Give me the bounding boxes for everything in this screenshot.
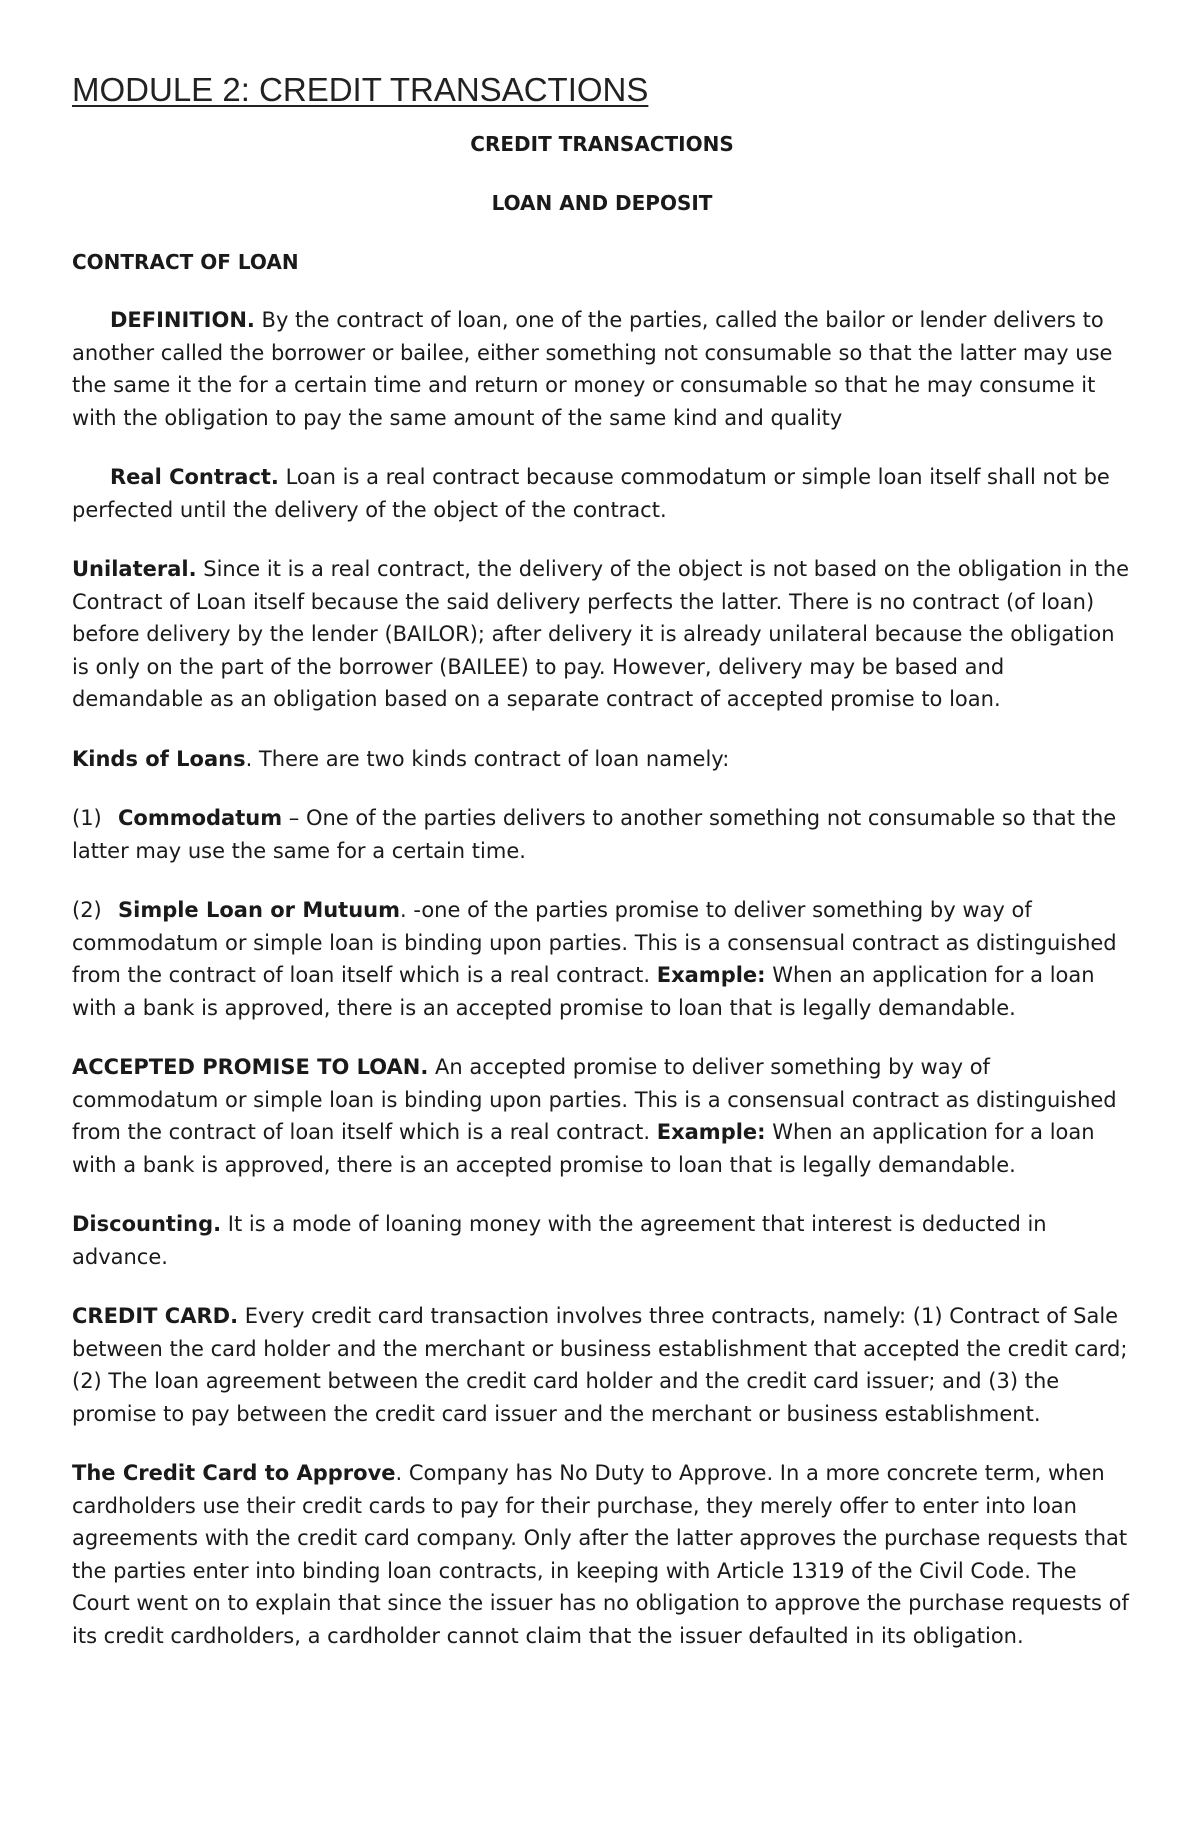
term-discounting: Discounting. (72, 1212, 222, 1236)
text-unilateral: Since it is a real contract, the delivery of the object is not based on the obligation in the Contract of Loan itself because the said delivery perfects the latter. There is no contract (of loan) before delivery by the lender (BAILOR); after delivery it is already unilateral because the obligation is only on the part of the borrower (BAILEE) to pay. However, delivery may be based and demandable as an obligation based on a separate contract of accepted promise to loan. (72, 557, 1130, 711)
text-credit-card: Every credit card transaction involves three contracts, namely: (1) Contract of Sale between the card holder and the merchant or business establishment that accepted the credit card; (2) The loan agreement between the credit card holder and the credit card issuer; and (3) the promise to pay between the credit card issuer and the merchant or business establishment. (72, 1304, 1128, 1426)
paragraph-discounting (72, 1208, 1132, 1273)
example-label-accepted-promise: Example: (656, 1120, 766, 1144)
paragraph-commodatum (72, 802, 1132, 867)
term-real-contract: Real Contract. (110, 465, 279, 489)
term-definition: DEFINITION. (110, 308, 255, 332)
term-unilateral: Unilateral. (72, 557, 197, 581)
heading-loan-and-deposit: LOAN AND DEPOSIT (491, 191, 713, 215)
text-kinds-of-loans: . There are two kinds contract of loan namely: (245, 746, 730, 771)
term-commodatum: Commodatum (118, 806, 283, 830)
paragraph-unilateral (72, 553, 1132, 716)
text-real-contract: Loan is a real contract because commodatum or simple loan itself shall not be perfected until the delivery of the object of the contract. (72, 465, 1110, 522)
term-credit-card-approve: The Credit Card to Approve (72, 1461, 396, 1485)
example-text-accepted-promise: When an application for a loan with a bank is approved, there is an accepted promise to loan that is legally demandable. (72, 1120, 1095, 1177)
text-simple-loan: . -one of the parties promise to deliver something by way of commodatum or simple loan is binding upon parties. This is a consensual contract as distinguished from the contract of loan itself which is a real contract. (72, 898, 1117, 987)
heading-credit-transactions: CREDIT TRANSACTIONS (470, 132, 734, 156)
module-title: MODULE 2: CREDIT TRANSACTIONS (72, 71, 649, 108)
paragraph-definition (72, 304, 1132, 434)
text-credit-card-approve: . Company has No Duty to Approve. In a more concrete term, when cardholders use their credit cards to pay for their purchase, they merely offer to enter into loan agreements with the credit card company. Only after the latter approves the purchase requests that the parties enter into binding loan contracts, in keeping with Article 1319 of the Civil Code. The Court went on to explain that since the issuer has no obligation to approve the purchase requests of its credit cardholders, a cardholder cannot claim that the issuer defaulted in its obligation. (72, 1461, 1129, 1648)
paragraph-simple-loan (72, 894, 1132, 1024)
text-discounting: It is a mode of loaning money with the agreement that interest is deducted in advance. (72, 1212, 1047, 1269)
term-credit-card: CREDIT CARD. (72, 1304, 239, 1328)
term-accepted-promise: ACCEPTED PROMISE TO LOAN. (72, 1055, 429, 1079)
term-simple-loan: Simple Loan or Mutuum (118, 898, 400, 922)
paragraph-accepted-promise (72, 1051, 1132, 1181)
term-kinds-of-loans: Kinds of Loans (72, 746, 246, 771)
paragraph-real-contract (72, 461, 1132, 526)
list-number-2: (2) (72, 898, 102, 922)
example-text-simple-loan: When an application for a loan with a bank is approved, there is an accepted promise to loan that is legally demandable. (72, 963, 1095, 1020)
section-title-contract-of-loan: CONTRACT OF LOAN (72, 250, 299, 274)
list-number-1: (1) (72, 806, 102, 830)
text-accepted-promise: An accepted promise to deliver something by way of commodatum or simple loan is binding upon parties. This is a consensual contract as distinguished from the contract of loan itself which is a real contract. (72, 1055, 1117, 1144)
document-page (72, 70, 1132, 1679)
paragraph-credit-card (72, 1300, 1132, 1430)
text-commodatum: – One of the parties delivers to another something not consumable so that the latter may use the same for a certain time. (72, 806, 1117, 863)
paragraph-kinds-of-loans (72, 743, 1132, 776)
text-definition: By the contract of loan, one of the parties, called the bailor or lender delivers to another called the borrower or bailee, either something not consumable so that the latter may use the same it the for a certain time and return or money or consumable so that he may consume it with the obligation to pay the same amount of the same kind and quality (72, 308, 1113, 430)
paragraph-credit-card-approve (72, 1457, 1132, 1652)
example-label-simple-loan: Example: (656, 963, 766, 987)
